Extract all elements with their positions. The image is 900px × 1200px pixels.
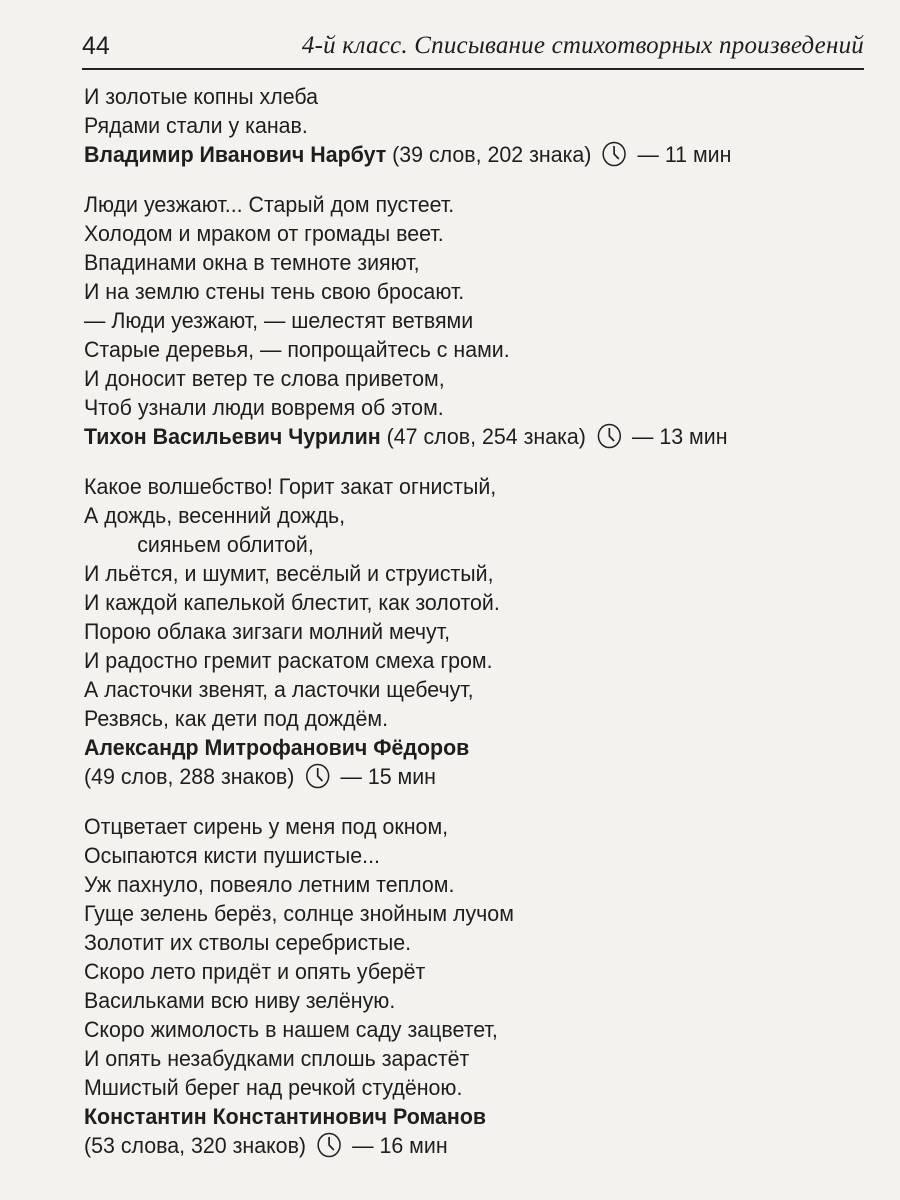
poem-line: Скоро лето придёт и опять уберёт [84, 959, 426, 984]
poem-line: И каждой капелькой блестит, как золотой. [84, 590, 500, 615]
poem-line: И льётся, и шумит, весёлый и струистый, [84, 561, 494, 586]
author-heading [84, 733, 844, 791]
poem-line: И радостно гремит раскатом смеха гром. [84, 648, 493, 673]
poem-line: И на землю стены тень свою бросают. [84, 279, 465, 304]
time-estimate: — 16 мин [352, 1133, 448, 1158]
poem-line: Уж пахнуло, повеяло летним теплом. [84, 872, 455, 897]
clock-icon [601, 140, 628, 168]
author-stats: (47 слов, 254 знака) [386, 424, 586, 449]
clock-icon [304, 762, 331, 790]
poem-line: — Люди уезжают, — шелестят ветвями [84, 308, 474, 333]
author-heading [84, 1102, 844, 1160]
poem-line: Золотит их стволы серебристые. [84, 930, 412, 955]
poem-line: сияньем облитой, [137, 532, 314, 557]
poem-line: И золотые копны хлеба [84, 84, 319, 109]
poem-line: Васильками всю ниву зелёную. [84, 988, 396, 1013]
poem-line: Мшистый берег над речкой студёною. [84, 1075, 463, 1100]
author-stats: (39 слов, 202 знака) [392, 142, 592, 167]
page-content [84, 82, 884, 1181]
clock-icon [596, 422, 623, 450]
poem-line: Гуще зелень берёз, солнце знойным лучом [84, 901, 514, 926]
poem-line: А дождь, весенний дождь, [84, 503, 346, 528]
time-estimate: — 11 мин [637, 142, 732, 167]
author-stats: (53 слова, 320 знаков) [84, 1133, 307, 1158]
poem-line: А ласточки звенят, а ласточки щебечут, [84, 677, 474, 702]
poem-line: Чтоб узнали люди вовремя об этом. [84, 395, 444, 420]
poem-line: Старые деревья, — попрощайтесь с нами. [84, 337, 510, 362]
poem-line: Осыпаются кисти пушистые... [84, 843, 380, 868]
poem-line: Люди уезжают... Старый дом пустеет. [84, 192, 455, 217]
poem-line: Резвясь, как дети под дождём. [84, 706, 389, 731]
running-title: 4-й класс. Списывание стихотворных произведений [301, 32, 864, 59]
poem-line: Какое волшебство! Горит закат огнистый, [84, 474, 497, 499]
author-heading [84, 140, 844, 169]
page-header [82, 28, 864, 70]
poem-line: И доносит ветер те слова приветом, [84, 366, 445, 391]
poem-line: Холодом и мраком от громады веет. [84, 221, 444, 246]
poem-line: Отцветает сирень у меня под окном, [84, 814, 449, 839]
author-stats: (49 слов, 288 знаков) [84, 764, 295, 789]
time-estimate: — 15 мин [340, 764, 436, 789]
poem-line: Порою облака зигзаги молний мечут, [84, 619, 451, 644]
poem-line: Впадинами окна в темноте зияют, [84, 250, 420, 275]
clock-icon [316, 1131, 343, 1159]
author-name: Константин Константинович Романов [84, 1104, 487, 1129]
author-name: Владимир Иванович Нарбут [84, 142, 387, 167]
poem-line: Рядами стали у канав. [84, 113, 308, 138]
poem-line: Скоро жимолость в нашем саду зацветет, [84, 1017, 498, 1042]
author-name: Тихон Васильевич Чурилин [84, 424, 381, 449]
page-number: 44 [82, 32, 110, 60]
poem-line: И опять незабудками сплошь зарастёт [84, 1046, 470, 1071]
author-heading [84, 422, 844, 451]
time-estimate: — 13 мин [632, 424, 728, 449]
author-name: Александр Митрофанович Фёдоров [84, 735, 470, 760]
